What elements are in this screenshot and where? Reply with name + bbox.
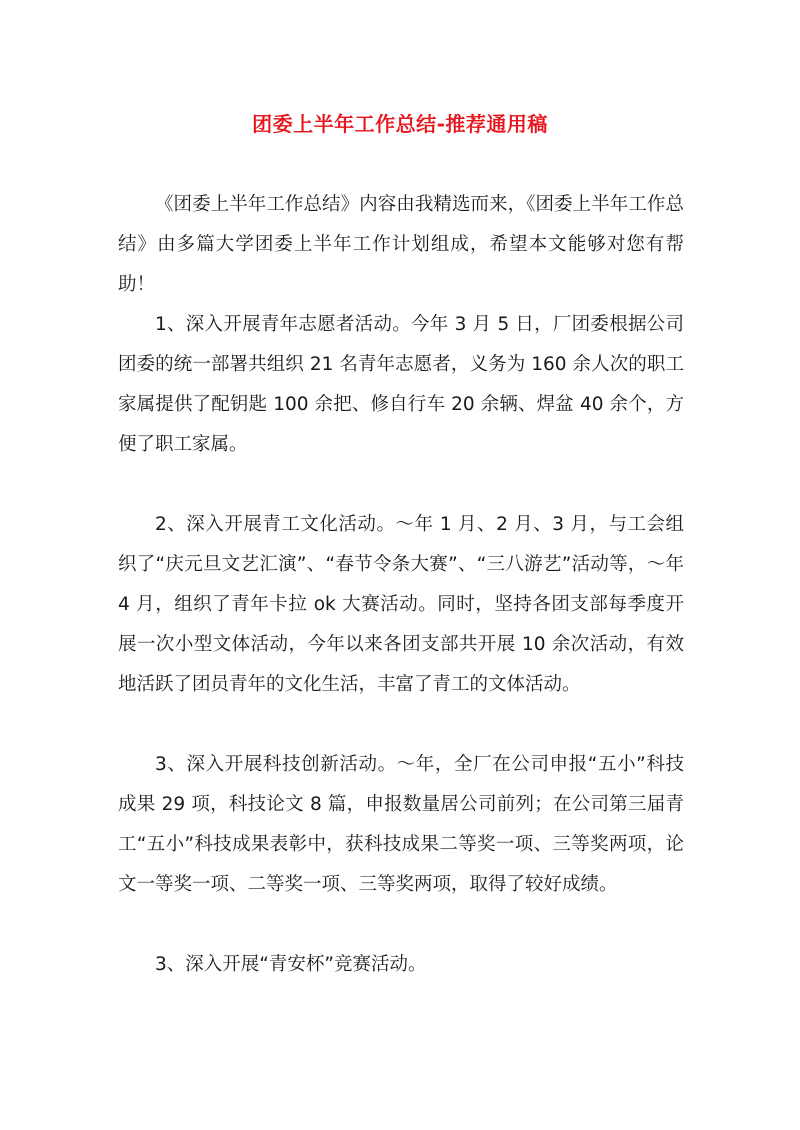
paragraph-volunteer: 1、深入开展青年志愿者活动。今年 3 月 5 日，厂团委根据公司团委的统一部署共组织 21 名青年志愿者，义务为 160 余人次的职工家属提供了配钥匙 100 余把、修自行车 20 余辆、焊盆 40 余个，方便了职工家属。	[118, 314, 684, 455]
paragraph-spacer	[118, 705, 684, 745]
paragraph-spacer	[118, 465, 684, 505]
paragraph-safety-cup: 3、深入开展“青安杯”竞赛活动。	[155, 954, 427, 975]
paragraph-spacer	[118, 905, 684, 945]
document-body	[118, 185, 684, 985]
paragraph-culture: 2、深入开展青工文化活动。～年 1 月、2 月、3 月，与工会组织了“庆元旦文艺汇演”、“春节令条大赛”、“三八游艺”活动等，～年 4 月，组织了青年卡拉 ok 大赛活动。同时，坚持各团支部每季度开展一次小型文体活动，今年以来各团支部共开展 10 余次活动，有效地活跃了团员青年的文化生活，丰富了青工的文体活动。	[118, 514, 684, 695]
paragraph-technology: 3、深入开展科技创新活动。～年，全厂在公司申报“五小”科技成果 29 项，科技论文 8 篇，申报数量居公司前列；在公司第三届青工“五小”科技成果表彰中，获科技成果二等奖一项、三等奖两项，论文一等奖一项、二等奖一项、三等奖两项，取得了较好成绩。	[118, 754, 684, 895]
intro-paragraph: 《团委上半年工作总结》内容由我精选而来，《团委上半年工作总结》由多篇大学团委上半年工作计划组成，希望本文能够对您有帮助！	[118, 194, 684, 295]
document-title: 团委上半年工作总结-推荐通用稿	[252, 112, 548, 136]
